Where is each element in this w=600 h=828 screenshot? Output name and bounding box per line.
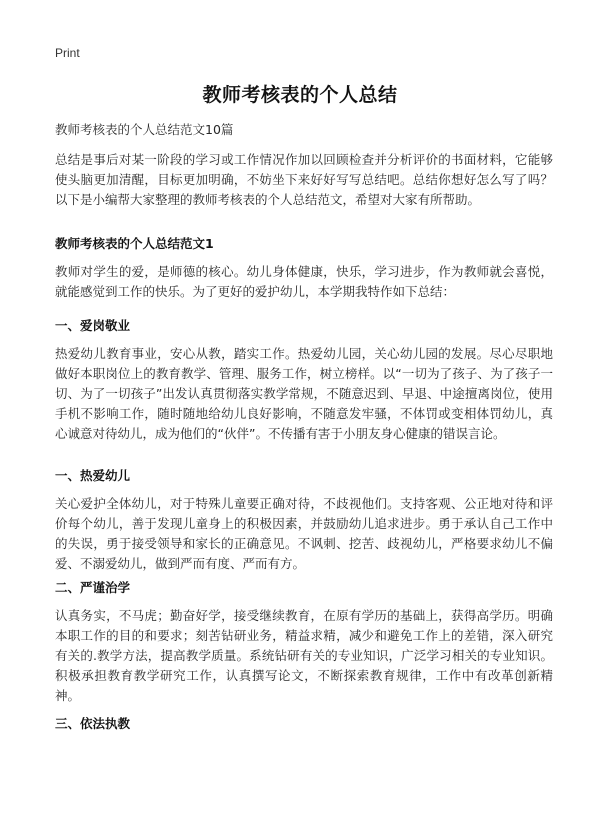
- section-heading-yanjin: 二、严谨治学: [55, 580, 131, 595]
- section-body-fanwen1: 教师对学生的爱，是师德的核心。幼儿身体健康，快乐，学习进步，作为教师就会喜悦，就能感觉到工作的快乐。为了更好的爱护幼儿，本学期我特作如下总结：: [55, 264, 553, 299]
- section-heading-reai: 一、热爱幼儿: [55, 468, 131, 483]
- section-heading-fanwen1: 教师考核表的个人总结范文1: [55, 236, 214, 251]
- section-body-aigang: 热爱幼儿教育事业，安心从教，踏实工作。热爱幼儿园，关心幼儿园的发展。尽心尽职地做好本职岗位上的教育教学、管理、服务工作，树立榜样。以“一切为了孩子、为了孩子一切、为了一切孩子”出发认真贯彻落实教学常规，不随意迟到、早退、中途擅离岗位，使用手机不影响工作，随时随地给幼儿良好影响，不随意发牢骚，不体罚或变相体罚幼儿，真心诚意对待幼儿，成为他们的“伙伴”。不传播有害于小朋友身心健康的错误言论。: [55, 346, 553, 441]
- intro-paragraph: 总结是事后对某一阶段的学习或工作情况作加以回顾检查并分析评价的书面材料，它能够使头脑更加清醒，目标更加明确，不妨坐下来好好写写总结吧。总结你想好怎么写了吗？以下是小编帮大家整理的教师考核表的个人总结范文，希望对大家有所帮助。: [55, 152, 553, 207]
- page-title: 教师考核表的个人总结: [202, 84, 398, 106]
- print-label[interactable]: Print: [55, 46, 80, 60]
- section-heading-aigang: 一、爱岗敬业: [55, 318, 131, 333]
- section-body-reai: 关心爱护全体幼儿，对于特殊儿童要正确对待，不歧视他们。支持客观、公正地对待和评价每个幼儿，善于发现儿童身上的积极因素，并鼓励幼儿追求进步。勇于承认自己工作中的失误，勇于接受领导和家长的正确意见。不讽刺、挖苦、歧视幼儿，严格要求幼儿不偏爱、不溺爱幼儿，做到严而有度、严而有方。: [55, 496, 553, 571]
- section-heading-yifa: 三、依法执教: [55, 716, 131, 731]
- document-subtitle: 教师考核表的个人总结范文10篇: [55, 122, 234, 137]
- section-body-yanjin: 认真务实，不马虎；勤奋好学，接受继续教育，在原有学历的基础上，获得高学历。明确本职工作的目的和要求；刻苦钻研业务，精益求精，减少和避免工作上的差错，深入研究有关的.教学方法，提高教学质量。系统钻研有关的专业知识，广泛学习相关的专业知识。积极承担教育教学研究工作，认真撰写论文，不断探索教育规律，工作中有改革创新精神。: [55, 608, 553, 703]
